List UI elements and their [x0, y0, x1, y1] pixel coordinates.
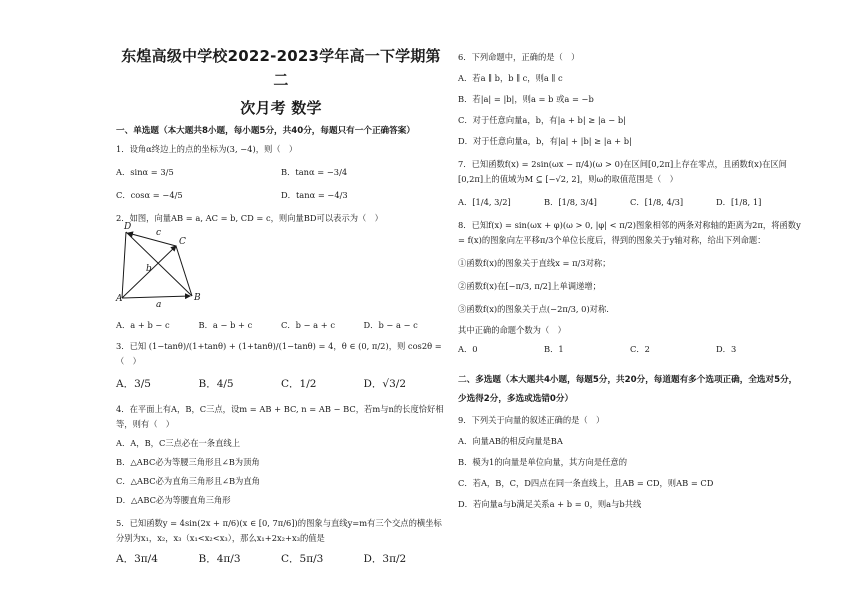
- question-7-options: [458, 195, 802, 210]
- vector-b-label: b: [146, 264, 152, 274]
- section-1-heading: 一、单选题（本大题共8小题，每小题5分，共40分，每题只有一个正确答案）: [116, 126, 415, 136]
- vector-cd: [128, 233, 176, 246]
- q5-option-b: B．4π/3: [198, 553, 241, 565]
- q6-option-a: A．若a ∥ b，b ∥ c，则a ∥ c: [458, 73, 563, 83]
- question-5: 5．已知函数y = 4sin(2x + π/6)(x ∈ [0, 7π/6])的图象与直线y=m有三个交点的横坐标分别为x₁，x₂，x₃（x₁<x₂<x₃），那么x₁+2x₂+x₃的值是: [116, 518, 442, 543]
- question-8-options: [458, 342, 802, 357]
- question-3: 3．已知 (1−tanθ)/(1+tanθ) + (1+tanθ)/(1−tanθ) = 4，θ ∈ (0, π/2)，则 cos2θ =（ ）: [116, 341, 442, 366]
- question-6: 6．下列命题中，正确的是（ ）: [458, 52, 580, 62]
- q3-option-a: A．3/5: [116, 378, 151, 390]
- q4-option-d: D．△ABC必为等腰直角三角形: [116, 495, 231, 505]
- vector-a-label: a: [156, 300, 162, 310]
- q8-option-a: A．0: [458, 344, 478, 354]
- question-3-options: [116, 377, 446, 392]
- q3-option-b: B．4/5: [198, 378, 234, 390]
- question-2: 2．如图，向量AB = a, AC = b, CD = c，则向量BD可以表示为（ ）: [116, 213, 383, 223]
- question-8: 8．已知f(x) = sin(ωx + φ)(ω > 0, |φ| < π/2)图象相邻的两条对称轴的距离为2π，将函数y = f(x)的图象向左平移π/3个单位长度后，得到的图象关于y轴对称，给出下列命题：: [458, 220, 801, 245]
- q8-option-b: B．1: [544, 344, 564, 354]
- q1-option-c: C．cosα = −4/5: [116, 190, 183, 200]
- vector-diagram: [116, 222, 236, 312]
- q1-option-a: A．sinα = 3/5: [116, 167, 174, 177]
- q4-option-a: A．A，B，C三点必在一条直线上: [116, 438, 240, 448]
- q8-option-c: C．2: [630, 344, 650, 354]
- q9-option-a: A．向量AB的相反向量是BA: [458, 436, 563, 446]
- exam-title-line2: 次月考 数学: [240, 99, 322, 117]
- q8-statement-2: ②函数f(x)在[−π/3, π/2]上单调递增；: [458, 281, 601, 291]
- q5-option-d: D．3π/2: [363, 553, 407, 565]
- q6-option-d: D．对于任意向量a，b，有|a| + |b| ≥ |a + b|: [458, 136, 632, 146]
- q5-option-c: C．5π/3: [281, 553, 324, 565]
- q1-option-d: D．tanα = −4/3: [281, 190, 348, 200]
- q2-option-c: C．b − a + c: [281, 320, 336, 330]
- q2-option-d: D．b − a − c: [363, 320, 418, 330]
- exam-title-line1: 东煌高级中学校2022-2023学年高一下学期第二: [121, 47, 441, 89]
- question-1: 1．设角α终边上的点的坐标为(3, −4)，则（ ）: [116, 144, 298, 154]
- edge-ad: [122, 232, 126, 298]
- question-5-options: [116, 552, 446, 567]
- question-1-options-row2: [116, 188, 446, 203]
- point-d-label: D: [124, 222, 132, 232]
- question-7: 7．已知函数f(x) = 2sin(ωx − π/4)(ω > 0)在区间[0,2π]上存在零点，且函数f(x)在区间[0,2π]上的值域为M ⊆ [−√2, 2]，则ω的取值范围是（ ）: [458, 159, 787, 184]
- q8-prompt: 其中正确的命题个数为（ ）: [458, 325, 566, 335]
- q9-option-d: D．若向量a与b满足关系a + b = 0，则a与b共线: [458, 499, 642, 509]
- q4-option-b: B．△ABC必为等腰三角形且∠B为顶角: [116, 457, 260, 467]
- point-b-label: B: [194, 293, 201, 303]
- q5-option-a: A．3π/4: [116, 553, 158, 565]
- q7-option-c: C．[1/8, 4/3]: [630, 197, 684, 207]
- q9-option-b: B．模为1的向量是单位向量，其方向是任意的: [458, 457, 628, 467]
- q7-option-a: A．[1/4, 3/2]: [458, 197, 511, 207]
- q2-option-a: A．a + b − c: [116, 320, 170, 330]
- q7-option-b: B．[1/8, 3/4]: [544, 197, 597, 207]
- question-2-options: [116, 318, 446, 333]
- q8-statement-3: ③函数f(x)的图象关于点(−2π/3, 0)对称.: [458, 304, 609, 314]
- vector-diagram-figure: [116, 226, 236, 312]
- point-a-label: A: [116, 294, 123, 304]
- q7-option-d: D．[1/8, 1]: [716, 197, 762, 207]
- q8-statement-1: ①函数f(x)的图象关于直线x = π/3对称；: [458, 258, 611, 268]
- q9-option-c: C．若A，B，C，D四点在同一条直线上，且AB = CD，则AB = CD: [458, 478, 714, 488]
- q8-option-d: D．3: [716, 344, 737, 354]
- q4-option-c: C．△ABC必为直角三角形且∠B为直角: [116, 476, 260, 486]
- vector-ab: [122, 296, 190, 298]
- left-column: [116, 14, 446, 567]
- q6-option-b: B．若|a| = |b|，则a = b 或a = −b: [458, 94, 594, 104]
- question-1-options-row1: [116, 165, 446, 180]
- q1-option-b: B．tanα = −3/4: [281, 167, 348, 177]
- question-9: 9．下列关于向量的叙述正确的是（ ）: [458, 415, 605, 425]
- q3-option-c: C．1/2: [281, 378, 317, 390]
- question-4: 4．在平面上有A，B，C三点，设m = AB + BC, n = AB − BC，若m与n的长度恰好相等，则有（ ）: [116, 404, 444, 429]
- q3-option-d: D．√3/2: [363, 378, 407, 390]
- point-c-label: C: [179, 237, 186, 247]
- q6-option-c: C．对于任意向量a，b，有|a + b| ≥ |a − b|: [458, 115, 626, 125]
- vector-c-label: c: [156, 228, 162, 238]
- right-column: [458, 14, 802, 512]
- section-2-heading: 二、多选题（本大题共4小题，每题5分，共20分，每道题有多个选项正确，全选对5分，少选得2分，多选或选错0分）: [458, 375, 798, 404]
- q2-option-b: B．a − b + c: [198, 320, 253, 330]
